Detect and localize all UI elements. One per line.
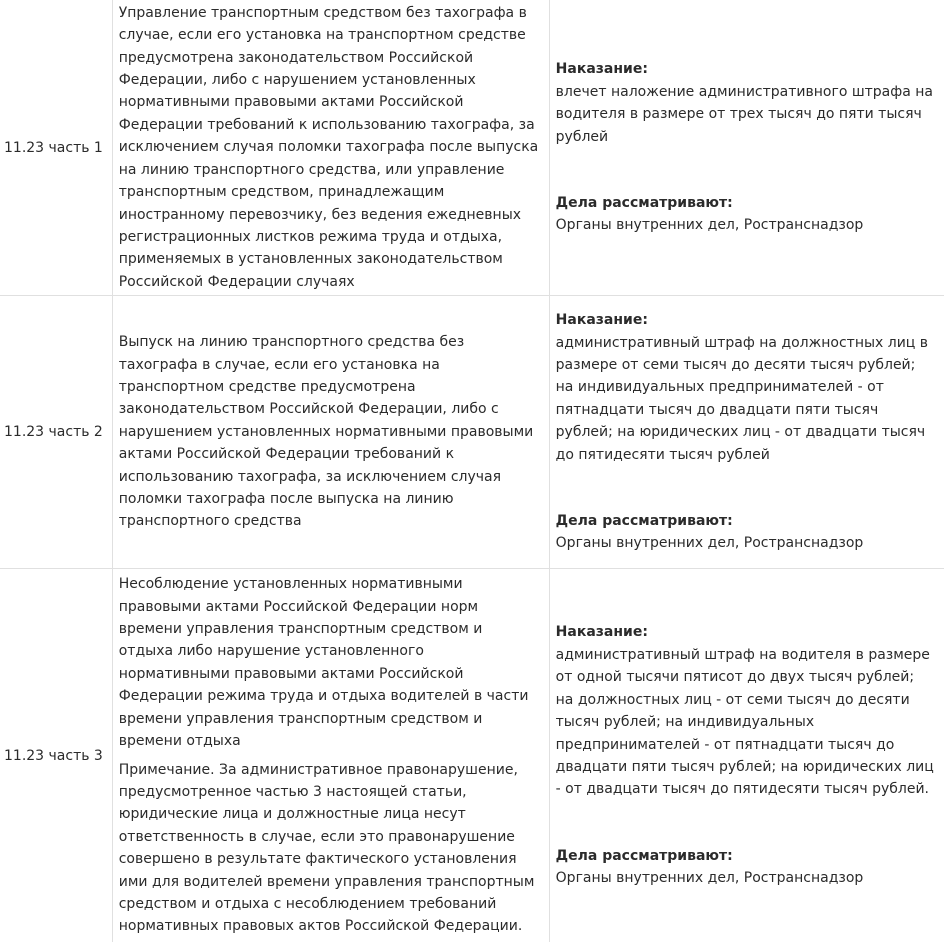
penalty-text: влечет наложение административного штрафа на водителя в размере от трех тысяч до пяти тысяч рублей	[555, 83, 933, 145]
article-number: 11.23 часть 1	[4, 139, 103, 156]
authority-heading: Дела рассматривают:	[555, 513, 733, 530]
article-cell	[0, 0, 112, 296]
authority-text: Органы внутренних дел, Ространснадзор	[555, 870, 864, 887]
authority-text: Органы внутренних дел, Ространснадзор	[555, 217, 864, 234]
description-cell	[112, 0, 549, 296]
table-row	[0, 296, 944, 569]
authority-heading: Дела рассматривают:	[555, 847, 733, 864]
penalty-text: административный штраф на водителя в размере от одной тысячи пятисот до двух тысяч рублей; на должностных лиц - от семи тысяч до десяти тысяч рублей; на индивидуальных предпринимателей - от пятнадцати тысяч до двадцати пяти тысяч рублей; на юридических лиц - от двадцати тысяч до пятидесяти тысяч рублей.	[555, 646, 934, 798]
penalty-heading: Наказание:	[555, 312, 648, 329]
table-row	[0, 569, 944, 942]
article-cell	[0, 296, 112, 569]
penalty-heading: Наказание:	[555, 61, 648, 78]
article-cell	[0, 569, 112, 942]
table-row	[0, 0, 944, 296]
violation-description: Выпуск на линию транспортного средства без тахографа в случае, если его установка на транспортном средстве предусмотрена законодательством Российской Федерации, либо с нарушением установленных нормативными правовыми актами Российской Федерации требований к использованию тахографа, за исключением случая поломки тахографа после выпуска на линию транспортного средства	[118, 334, 534, 530]
article-number: 11.23 часть 2	[4, 424, 103, 440]
description-cell	[112, 296, 549, 569]
penalty-cell	[549, 569, 944, 942]
authority-text: Органы внутренних дел, Ространснадзор	[555, 535, 864, 552]
violation-note: Примечание. За административное правонарушение, предусмотренное частью 3 настоящей статьи, юридические лица и должностные лица несут ответственность в случае, если это правонарушение совершено в результате фактического установления ими для водителей времени управления транспортным средством и отдыха с несоблюдением требований нормативных правовых актов Российской Федерации.	[118, 761, 535, 935]
authority-heading: Дела рассматривают:	[555, 194, 733, 211]
penalty-text: административный штраф на должностных лиц в размере от семи тысяч до десяти тысяч рублей; на индивидуальных предпринимателей - от пятнадцати тысяч до двадцати пяти тысяч рублей; на юридических лиц - от двадцати тысяч до пятидесяти тысяч рублей	[555, 334, 929, 463]
description-cell	[112, 569, 549, 942]
article-number: 11.23 часть 3	[4, 747, 103, 764]
penalty-heading: Наказание:	[555, 624, 648, 641]
penalty-cell	[549, 0, 944, 296]
violation-description: Управление транспортным средством без тахографа в случае, если его установка на транспортном средстве предусмотрена законодательством Российской Федерации, либо с нарушением установленных нормативными правовыми актами Российской Федерации требований к использованию тахографа, за исключением случая поломки тахографа после выпуска на линию транспортного средства, или управление транспортным средством, принадлежащим иностранному перевозчику, без ведения ежедневных регистрационных листков режима труда и отдыха, применяемых в установленных законодательством Российской Федерации случаях	[118, 4, 539, 290]
penalty-cell	[549, 296, 944, 569]
violation-description: Несоблюдение установленных нормативными правовыми актами Российской Федерации норм времени управления транспортным средством и отдыха либо нарушение установленного нормативными правовыми актами Российской Федерации режима труда и отдыха водителей в части времени управления транспортным средством и времени отдыха	[118, 576, 529, 750]
